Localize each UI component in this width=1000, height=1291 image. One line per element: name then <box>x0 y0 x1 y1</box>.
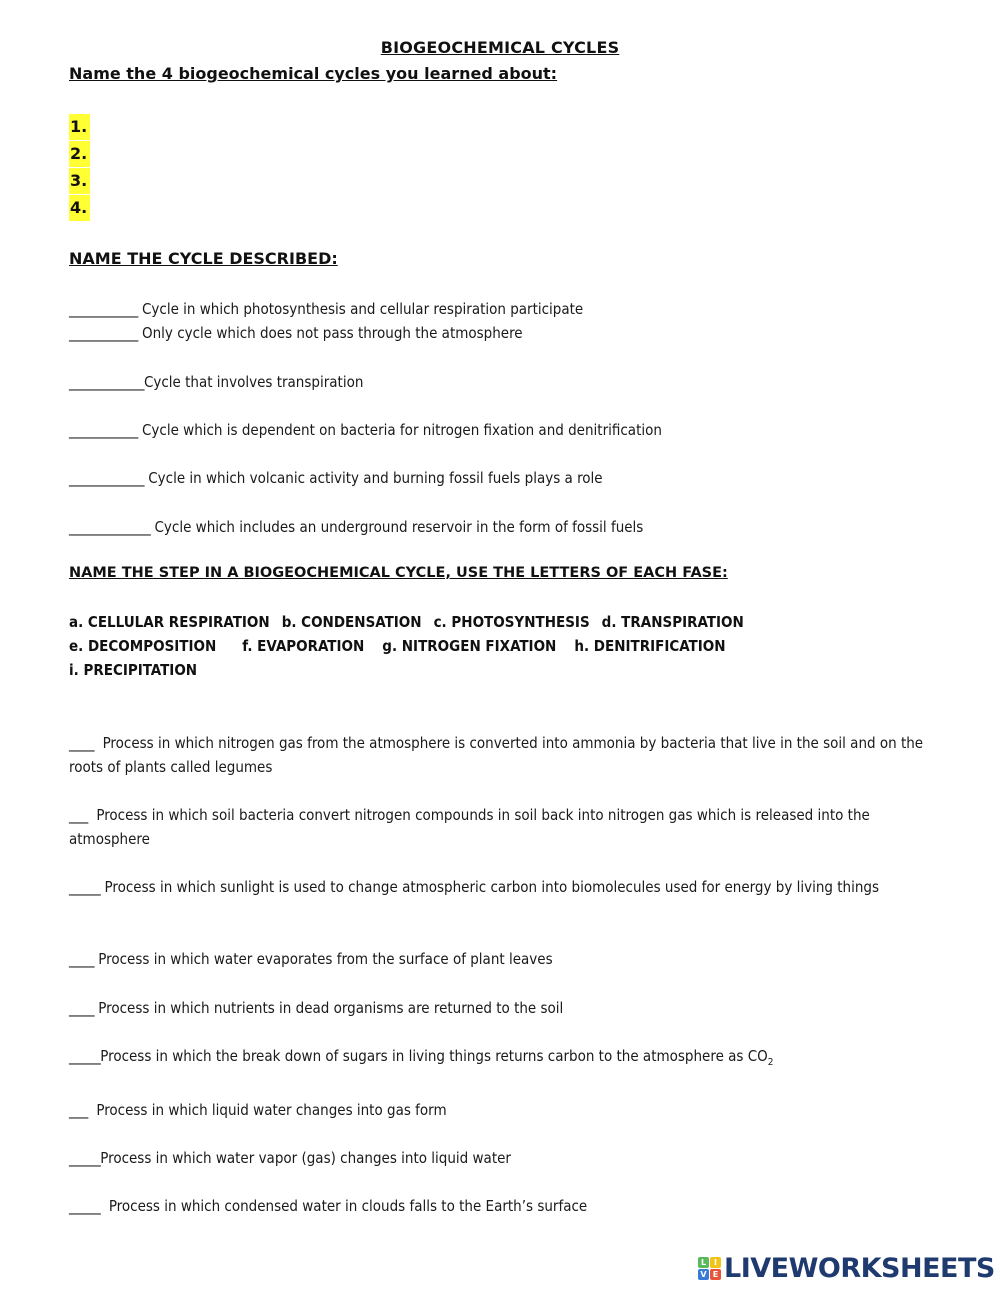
logo-letter-v: V <box>698 1269 709 1280</box>
option-b: b. CONDENSATION <box>281 613 422 631</box>
section2-heading: NAME THE CYCLE DESCRIBED: <box>69 249 338 268</box>
live-grid-icon <box>698 1257 721 1280</box>
logo-text: LIVEWORKSHEETS <box>724 1253 995 1284</box>
option-e: e. DECOMPOSITION <box>69 637 217 655</box>
cycle-number-1: 1. <box>69 114 90 140</box>
liveworksheets-logo <box>698 1253 995 1284</box>
option-f: f. EVAPORATION <box>242 637 365 655</box>
answer-blank[interactable]: ____ <box>69 999 94 1017</box>
answer-blank[interactable]: ___________ <box>69 421 138 439</box>
subscript: 2 <box>767 1057 774 1068</box>
step-question-7 <box>69 1098 447 1122</box>
options-row-1 <box>69 610 756 634</box>
option-d: d. TRANSPIRATION <box>601 613 744 631</box>
page-title: BIOGEOCHEMICAL CYCLES <box>380 38 620 57</box>
answer-blank[interactable]: ____ <box>69 950 94 968</box>
question-text: Process in which soil bacteria convert nitrogen compounds in soil back into nitrogen gas which is released into the atmosphere <box>69 806 870 848</box>
answer-blank[interactable]: _____ <box>69 878 101 896</box>
cycle-number-3: 3. <box>69 168 90 194</box>
question-text: Process in which water vapor (gas) changes into liquid water <box>100 1149 511 1167</box>
step-question-4 <box>69 947 553 971</box>
options-row-3 <box>69 658 209 682</box>
question-text: Process in which nitrogen gas from the atmosphere is converted into ammonia by bacteria that live in the soil and on the roots of plants called legumes <box>69 734 924 776</box>
cycle-question-1 <box>69 297 583 321</box>
cycle-number-4: 4. <box>69 195 90 221</box>
question-text: Process in which sunlight is used to change atmospheric carbon into biomolecules used for energy by living things <box>104 878 879 896</box>
question-text: Process in which nutrients in dead organisms are returned to the soil <box>98 999 564 1017</box>
answer-blank[interactable]: ____ <box>69 734 94 752</box>
question-text: Process in which liquid water changes into gas form <box>96 1101 447 1119</box>
answer-blank[interactable]: ____________ <box>69 469 144 487</box>
logo-letter-e: E <box>710 1269 721 1280</box>
step-question-5 <box>69 996 563 1020</box>
step-question-3 <box>69 875 939 899</box>
logo-letter-l: L <box>698 1257 709 1268</box>
section1-heading: Name the 4 biogeochemical cycles you learned about: <box>69 64 558 83</box>
question-text: Cycle in which photosynthesis and cellular respiration participate <box>142 300 584 318</box>
cycle-number-2: 2. <box>69 141 90 167</box>
question-text: Process in which the break down of sugars in living things returns carbon to the atmosphere as CO <box>100 1047 768 1065</box>
cycle-question-6 <box>69 515 643 539</box>
cycle-question-4 <box>69 418 662 442</box>
section3-heading: NAME THE STEP IN A BIOGEOCHEMICAL CYCLE, USE THE LETTERS OF EACH FASE: <box>69 565 728 581</box>
option-h: h. DENITRIFICATION <box>574 637 726 655</box>
cycle-question-5 <box>69 466 603 490</box>
question-text: Cycle which is dependent on bacteria for nitrogen fixation and denitrification <box>142 421 662 439</box>
answer-blank[interactable]: ___________ <box>69 324 138 342</box>
answer-blank[interactable]: _____ <box>69 1149 101 1167</box>
answer-blank[interactable]: ___ <box>69 1101 88 1119</box>
question-text: Cycle in which volcanic activity and burning fossil fuels plays a role <box>148 469 603 487</box>
option-a: a. CELLULAR RESPIRATION <box>69 613 270 631</box>
question-text: Only cycle which does not pass through the atmosphere <box>142 324 523 342</box>
step-question-6 <box>69 1044 774 1075</box>
step-question-1 <box>69 731 939 779</box>
answer-blank[interactable]: _____________ <box>69 518 151 536</box>
logo-letter-i: I <box>710 1257 721 1268</box>
step-question-9 <box>69 1194 587 1218</box>
option-c: c. PHOTOSYNTHESIS <box>433 613 590 631</box>
answer-blank[interactable]: ____________ <box>69 373 144 391</box>
answer-blank[interactable]: ___ <box>69 806 88 824</box>
question-text: Process in which condensed water in clouds falls to the Earth’s surface <box>108 1197 588 1215</box>
step-question-8 <box>69 1146 511 1170</box>
question-text: Process in which water evaporates from the surface of plant leaves <box>98 950 553 968</box>
answer-blank[interactable]: ___________ <box>69 300 138 318</box>
option-g: g. NITROGEN FIXATION <box>382 637 557 655</box>
cycle-question-3 <box>69 370 363 394</box>
step-question-2 <box>69 803 939 851</box>
options-row-2 <box>69 634 738 658</box>
question-text: Cycle which includes an underground reservoir in the form of fossil fuels <box>154 518 644 536</box>
answer-blank[interactable]: _____ <box>69 1197 101 1215</box>
option-i: i. PRECIPITATION <box>69 661 198 679</box>
question-text: Cycle that involves transpiration <box>143 373 364 391</box>
answer-blank[interactable]: _____ <box>69 1047 101 1065</box>
cycle-question-2 <box>69 321 523 345</box>
